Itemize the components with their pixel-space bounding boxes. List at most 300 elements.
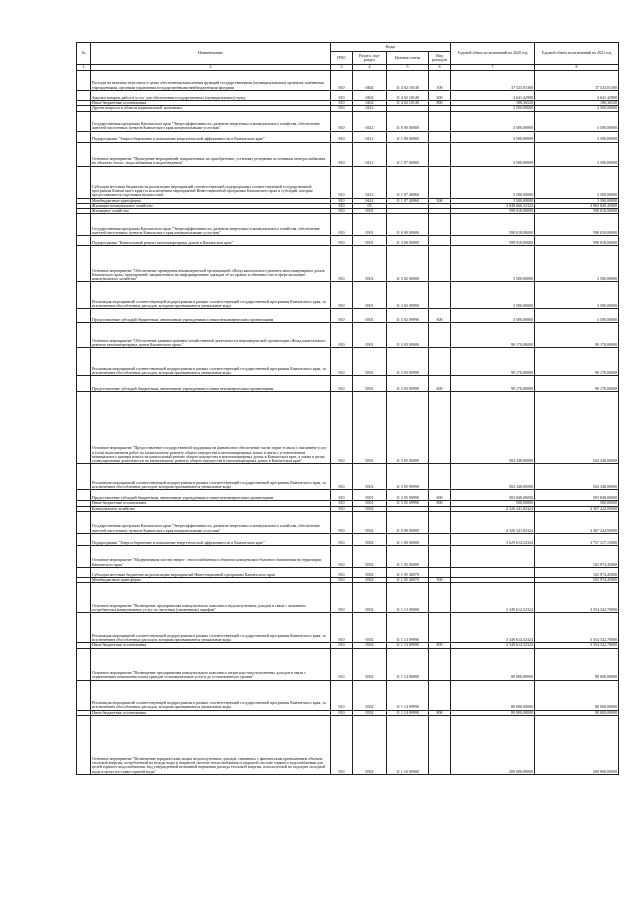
grbs-cell: 810 <box>331 643 353 648</box>
row-name-cell: Субсидии местным бюджетам на реализацию мероприятий соответствующей подпрограммы соответствующей государственной программы Камчатского края (за исключением мероприятий Инвестиционной программы Камчатского края и субсидий, которые предоставляются отдельным ведомостям) <box>91 166 331 198</box>
table-row <box>77 71 619 91</box>
amount-2020-cell: 37 523,01300 <box>451 71 535 91</box>
amount-2021-cell: 503 848,00000 <box>535 490 619 501</box>
row-name-cell: Основное мероприятие "Возмещение юридическим лицам недополученных доходов, связанных с фактическим превышением объемов тепловой энергии, потребленной на нужды воды в открытой системе теплоснабжения и закрытой системе горячего водоснабжения для целей горячего водоснабжения, над утвержденной величиной норматива расхода тепловой энергии, используемой на подогрев холодной воды в целях поставки горячей воды" <box>91 715 331 774</box>
grbs-cell: 810 <box>331 131 353 142</box>
table-row <box>77 236 619 246</box>
row-name-cell: Коммунальное хозяйство <box>91 506 331 511</box>
target-article-cell: 11 4 02 10140 <box>387 71 429 91</box>
column-number: 1 <box>77 65 91 71</box>
grbs-cell: 810 <box>331 71 353 91</box>
header-year-2021: Годовой объем ассигнований на 2021 год <box>535 43 619 65</box>
expense-type-cell <box>429 131 451 142</box>
target-article-cell: 11 4 02 10140 <box>387 91 429 101</box>
amount-2020-cell: 598 018,00000 <box>451 236 535 246</box>
section-cell: 0502 <box>353 506 387 511</box>
target-article-cell: 11 0 00 00000 <box>387 111 429 131</box>
amount-2020-cell: 3 500,00000 <box>451 111 535 131</box>
section-cell: 0502 <box>353 710 387 715</box>
table-row <box>77 648 619 680</box>
target-article-cell: 11 1 13 00000 <box>387 583 429 613</box>
row-name-cell: Государственная программа Камчатского края "Энергоэффективность, развитие энергетики и коммунального хозяйства, обеспечение жителей населенных пунктов Камчатского края коммунальными услугами" <box>91 512 331 534</box>
amount-2021-cell: 102 974,45000 <box>535 546 619 568</box>
target-article-cell: 11 1 05 00000 <box>387 546 429 568</box>
budget-table-container <box>76 42 618 775</box>
grbs-cell: 810 <box>331 568 353 578</box>
table-row <box>77 534 619 546</box>
expense-type-cell <box>429 348 451 376</box>
section-cell: 0501 <box>353 323 387 348</box>
row-name-cell: Подпрограмма "Энергосбережение и повышение энергетической эффективности в Камчатском крае" <box>91 131 331 142</box>
grbs-cell: 810 <box>331 613 353 643</box>
row-number-cell <box>77 534 91 546</box>
column-number: 7 <box>451 65 535 71</box>
target-article-cell: 11 4 02 10140 <box>387 101 429 106</box>
target-article-cell: 11 0 00 00000 <box>387 214 429 236</box>
target-article-cell: 11 1 14 00000 <box>387 648 429 680</box>
amount-2021-cell: 4 367 224,95000 <box>535 512 619 534</box>
amount-2020-cell: 3 500,00000 <box>451 106 535 111</box>
amount-2020-cell: 3 349 614,52324 <box>451 613 535 643</box>
expense-type-cell <box>429 214 451 236</box>
table-row <box>77 376 619 392</box>
target-article-cell: 11 1 07 00000 <box>387 142 429 166</box>
row-name-cell: Предоставление субсидий бюджетным, автономным учреждениям и иным некоммерческим организациям <box>91 376 331 392</box>
section-cell: 0501 <box>353 392 387 464</box>
row-name-cell: Основное мероприятие "Модернизация систем энерго-, теплоснабжения и объектов коммунально-бытового назначения на территории Камчатского края" <box>91 546 331 568</box>
section-cell: 0412 <box>353 166 387 198</box>
grbs-cell: 810 <box>331 546 353 568</box>
section-cell: 0501 <box>353 236 387 246</box>
target-article-cell: 11 3 03 09990 <box>387 348 429 376</box>
amount-2021-cell: 3 500,00000 <box>535 166 619 198</box>
grbs-cell: 810 <box>331 512 353 534</box>
expense-type-cell <box>429 142 451 166</box>
row-name-cell: Иные бюджетные ассигнования <box>91 643 331 648</box>
table-row <box>77 613 619 643</box>
table-row <box>77 715 619 774</box>
grbs-cell: 810 <box>331 710 353 715</box>
grbs-cell: 810 <box>331 323 353 348</box>
column-number: 6 <box>429 65 451 71</box>
row-number-cell <box>77 512 91 534</box>
grbs-cell: 810 <box>331 583 353 613</box>
amount-2020-cell: 90 170,00000 <box>451 376 535 392</box>
expense-type-cell <box>429 715 451 774</box>
row-name-cell: Реализация мероприятий соответствующей подпрограммы в рамках соответствующей государственной программы Камчатского края, за исключением обособленных расходов, которым присваиваются уникальные коды <box>91 348 331 376</box>
section-cell: 0502 <box>353 534 387 546</box>
column-number: 2 <box>91 65 331 71</box>
amount-2020-cell: 90 170,00000 <box>451 323 535 348</box>
amount-2020-cell <box>451 546 535 568</box>
grbs-cell: 810 <box>331 578 353 583</box>
expense-type-cell <box>429 464 451 490</box>
amount-2021-cell: 3 500,00000 <box>535 246 619 282</box>
target-article-cell: 11 3 00 00000 <box>387 236 429 246</box>
target-article-cell: 11 3 02 00000 <box>387 246 429 282</box>
expense-type-cell <box>429 166 451 198</box>
grbs-cell: 810 <box>331 111 353 131</box>
section-cell: 0502 <box>353 512 387 534</box>
row-name-cell: Межбюджетные трансферты <box>91 198 331 203</box>
target-article-cell: 11 3 05 09990 <box>387 464 429 490</box>
amount-2020-cell: 503 848,00000 <box>451 490 535 501</box>
expense-type-cell <box>429 111 451 131</box>
expense-type-cell <box>429 534 451 546</box>
amount-2020-cell: 504 348,00000 <box>451 392 535 464</box>
table-row <box>77 91 619 101</box>
table-row <box>77 142 619 166</box>
amount-2020-cell: 3 500,00000 <box>451 282 535 309</box>
row-number-cell <box>77 91 91 101</box>
row-name-cell: Реализация мероприятий соответствующей подпрограммы в рамках соответствующей государственной программы Камчатского края, за исключением обособленных расходов, которым присваиваются уникальные коды <box>91 464 331 490</box>
target-article-cell: 11 3 02 09990 <box>387 282 429 309</box>
grbs-cell: 810 <box>331 506 353 511</box>
expense-type-cell <box>429 392 451 464</box>
grbs-cell: 810 <box>331 214 353 236</box>
expense-type-cell: 200 <box>429 91 451 101</box>
row-name-cell: Жилищное хозяйство <box>91 209 331 214</box>
amount-2021-cell: 37 523,01300 <box>535 71 619 91</box>
section-cell: 0502 <box>353 648 387 680</box>
section-cell: 0502 <box>353 680 387 710</box>
row-name-cell: Подпрограмма "Капитальный ремонт многоквартирных домов в Камчатском крае" <box>91 236 331 246</box>
header-grbs: ГРБС <box>331 52 353 65</box>
table-row <box>77 546 619 568</box>
section-cell: 0412 <box>353 106 387 111</box>
target-article-cell: 11 3 02 09990 <box>387 309 429 323</box>
table-row <box>77 512 619 534</box>
section-cell: 0502 <box>353 568 387 578</box>
column-number: 4 <box>353 65 387 71</box>
header-section: Раздел, под-раздел <box>353 52 387 65</box>
amount-2020-cell: 3 500,00000 <box>451 131 535 142</box>
row-name-cell: Закупка товаров, работ и услуг для обеспечения государственных (муниципальных) нужд <box>91 91 331 101</box>
row-name-cell: Межбюджетные трансферты <box>91 578 331 583</box>
row-name-cell: Предоставление субсидий бюджетным, автономным учреждениям и иным некоммерческим организациям <box>91 309 331 323</box>
grbs-cell: 810 <box>331 715 353 774</box>
row-number-cell <box>77 71 91 91</box>
row-name-cell: Расходы на выплаты персоналу в целях обеспечения выполнения функций государственными (муниципальными) органами, казенными учреждениями, органами управления государственными внебюджетными фондами <box>91 71 331 91</box>
row-name-cell: Жилищно-коммунальное хозяйство <box>91 203 331 208</box>
amount-2021-cell: 3 500,00000 <box>535 111 619 131</box>
section-cell: 0402 <box>353 71 387 91</box>
row-number-cell <box>77 392 91 464</box>
section-cell: 0502 <box>353 715 387 774</box>
amount-2021-cell: 80 000,00000 <box>535 710 619 715</box>
table-row <box>77 166 619 198</box>
amount-2020-cell: 4 326 341,82324 <box>451 512 535 534</box>
grbs-cell: 810 <box>331 203 353 208</box>
amount-2020-cell: 3 500,00000 <box>451 166 535 198</box>
amount-2020-cell: 3 500,00000 <box>451 142 535 166</box>
section-cell: 0412 <box>353 198 387 203</box>
amount-2020-cell: 504 348,00000 <box>451 464 535 490</box>
budget-table <box>76 42 619 775</box>
row-name-cell: Реализация мероприятий соответствующей подпрограммы в рамках соответствующей государственной программы Камчатского края, за исключением обособленных расходов, которым присваиваются уникальные коды <box>91 282 331 309</box>
amount-2020-cell: 80 000,00000 <box>451 648 535 680</box>
grbs-cell: 810 <box>331 142 353 166</box>
section-cell: 0501 <box>353 464 387 490</box>
table-row <box>77 282 619 309</box>
row-name-cell: Предоставление субсидий бюджетным, автономным учреждениям и иным некоммерческим организациям <box>91 490 331 501</box>
grbs-cell: 810 <box>331 490 353 501</box>
header-name: Наименование <box>91 43 331 65</box>
target-article-cell: 11 1 07 40060 <box>387 198 429 203</box>
row-number-cell <box>77 583 91 613</box>
row-name-cell: Основное мероприятие "Возмещение предприятиям коммунального комплекса затрат или недополученных доходов в связи с ограничением повышения платы граждан за коммунальные услуги до установленного уровня" <box>91 648 331 680</box>
amount-2021-cell: 3 354 342,70000 <box>535 643 619 648</box>
column-number: 8 <box>535 65 619 71</box>
amount-2021-cell: 598 018,00000 <box>535 214 619 236</box>
grbs-cell: 810 <box>331 392 353 464</box>
row-number-cell <box>77 648 91 680</box>
section-cell: 0501 <box>353 490 387 501</box>
expense-type-cell: 500 <box>429 198 451 203</box>
section-cell: 0501 <box>353 209 387 214</box>
target-article-cell: 11 1 16 00000 <box>387 715 429 774</box>
grbs-cell: 810 <box>331 534 353 546</box>
row-number-cell <box>77 348 91 376</box>
amount-2021-cell: 80 000,00000 <box>535 648 619 680</box>
expense-type-cell: 800 <box>429 643 451 648</box>
amount-2021-cell: 4 641,42900 <box>535 91 619 101</box>
target-article-cell: 11 3 05 09990 <box>387 490 429 501</box>
table-row <box>77 583 619 613</box>
header-expense-type: Вид расходов <box>429 52 451 65</box>
table-row <box>77 348 619 376</box>
amount-2020-cell: 80 000,00000 <box>451 710 535 715</box>
section-cell: 0402 <box>353 91 387 101</box>
amount-2020-cell: 80 000,00000 <box>451 680 535 710</box>
amount-2020-cell: 3 500,00000 <box>451 246 535 282</box>
target-article-cell: 11 1 00 00000 <box>387 534 429 546</box>
amount-2021-cell: 3 500,00000 <box>535 131 619 142</box>
expense-type-cell <box>429 568 451 578</box>
table-row <box>77 309 619 323</box>
grbs-cell: 810 <box>331 198 353 203</box>
row-name-cell: Реализация мероприятий соответствующей подпрограммы в рамках соответствующей государственной программы Камчатского края, за исключением обособленных расходов, которым присваиваются уникальные коды <box>91 680 331 710</box>
row-name-cell: Иные бюджетные ассигнования <box>91 501 331 506</box>
row-number-cell <box>77 214 91 236</box>
amount-2020-cell: 598 018,00000 <box>451 209 535 214</box>
target-article-cell: 11 1 07 40060 <box>387 166 429 198</box>
row-number-cell <box>77 376 91 392</box>
row-number-cell <box>77 236 91 246</box>
section-cell: 0501 <box>353 214 387 236</box>
amount-2020-cell: 3 349 614,52324 <box>451 643 535 648</box>
section-cell: 0501 <box>353 348 387 376</box>
table-row <box>77 111 619 131</box>
section-cell: 0412 <box>353 131 387 142</box>
row-number-cell <box>77 546 91 568</box>
target-article-cell: 11 3 05 00000 <box>387 392 429 464</box>
amount-2021-cell: 3 500,00000 <box>535 309 619 323</box>
amount-2021-cell: 90 170,00000 <box>535 376 619 392</box>
row-number-cell <box>77 131 91 142</box>
header-number: № <box>77 43 91 65</box>
expense-type-cell <box>429 613 451 643</box>
table-row <box>77 464 619 490</box>
expense-type-cell: 600 <box>429 309 451 323</box>
grbs-cell: 810 <box>331 348 353 376</box>
expense-type-cell: 500 <box>429 578 451 583</box>
row-number-cell <box>77 309 91 323</box>
grbs-cell: 810 <box>331 282 353 309</box>
amount-2020-cell: 3 629 614,52324 <box>451 534 535 546</box>
row-name-cell: Иные бюджетные ассигнования <box>91 710 331 715</box>
row-number-cell <box>77 464 91 490</box>
expense-type-cell: 600 <box>429 376 451 392</box>
expense-type-cell: 800 <box>429 101 451 106</box>
row-name-cell: Подпрограмма "Энергосбережение и повышение энергетической эффективности в Камчатском крае" <box>91 534 331 546</box>
target-article-cell: 11 1 13 09990 <box>387 613 429 643</box>
row-number-cell <box>77 490 91 501</box>
column-number: 3 <box>331 65 353 71</box>
section-cell: 0501 <box>353 376 387 392</box>
amount-2020-cell: 598 018,00000 <box>451 214 535 236</box>
section-cell: 0502 <box>353 578 387 583</box>
table-row <box>77 568 619 578</box>
amount-2021-cell: 80 000,00000 <box>535 680 619 710</box>
amount-2021-cell: 504 348,00000 <box>535 392 619 464</box>
section-cell: 0501 <box>353 309 387 323</box>
target-article-cell: 11 1 13 09990 <box>387 643 429 648</box>
header-codes: Коды <box>331 43 451 52</box>
amount-2020-cell: 3 349 614,52324 <box>451 583 535 613</box>
grbs-cell: 810 <box>331 209 353 214</box>
grbs-cell: 810 <box>331 648 353 680</box>
table-row <box>77 392 619 464</box>
grbs-cell: 810 <box>331 680 353 710</box>
row-name-cell: Государственная программа Камчатского края "Энергоэффективность, развитие энергетики и коммунального хозяйства, обеспечение жителей населенных пунктов Камчатского края коммунальными услугами" <box>91 111 331 131</box>
expense-type-cell <box>429 583 451 613</box>
amount-2021-cell: 102 974,45000 <box>535 568 619 578</box>
grbs-cell: 810 <box>331 376 353 392</box>
expense-type-cell <box>429 512 451 534</box>
grbs-cell: 810 <box>331 106 353 111</box>
row-number-cell <box>77 246 91 282</box>
amount-2020-cell: 3 500,00000 <box>451 309 535 323</box>
amount-2020-cell <box>451 568 535 578</box>
amount-2020-cell: 500,00000 <box>451 501 535 506</box>
target-article-cell: 11 1 14 09990 <box>387 680 429 710</box>
amount-2021-cell: 3 500,00000 <box>535 282 619 309</box>
amount-2021-cell: 504 348,00000 <box>535 464 619 490</box>
row-name-cell: Основное мероприятие "Проведение мероприятий, направленных на приобретение, установку резервных источников электроснабжения на объектах тепло-, водоснабжения и водоотведения" <box>91 142 331 166</box>
expense-type-cell: 100 <box>429 71 451 91</box>
amount-2021-cell: 3 737 317,15000 <box>535 534 619 546</box>
row-number-cell <box>77 166 91 198</box>
target-article-cell: 11 3 03 09990 <box>387 376 429 392</box>
amount-2021-cell: 3 500,00000 <box>535 142 619 166</box>
table-row <box>77 246 619 282</box>
expense-type-cell <box>429 246 451 282</box>
table-row <box>77 131 619 142</box>
section-cell: 0502 <box>353 613 387 643</box>
amount-2021-cell: 598 018,00000 <box>535 236 619 246</box>
row-name-cell: Другие вопросы в области национальной экономики <box>91 106 331 111</box>
grbs-cell: 810 <box>331 464 353 490</box>
row-number-cell <box>77 142 91 166</box>
grbs-cell: 810 <box>331 166 353 198</box>
amount-2021-cell: 4 367 224,95000 <box>535 506 619 511</box>
section-cell: 0501 <box>353 501 387 506</box>
row-name-cell: Субсидии местным бюджетам на реализацию мероприятий Инвестиционной программы Камчатского края <box>91 568 331 578</box>
section-cell: 0501 <box>353 246 387 282</box>
expense-type-cell <box>429 323 451 348</box>
table-row <box>77 323 619 348</box>
amount-2020-cell: 188,36520 <box>451 101 535 106</box>
expense-type-cell: 800 <box>429 710 451 715</box>
grbs-cell: 810 <box>331 101 353 106</box>
row-number-cell <box>77 323 91 348</box>
header-target: Целевая статья <box>387 52 429 65</box>
amount-2021-cell: 3 354 342,70000 <box>535 613 619 643</box>
amount-2021-cell: 90 170,00000 <box>535 348 619 376</box>
column-number: 5 <box>387 65 429 71</box>
section-cell: 0502 <box>353 643 387 648</box>
target-article-cell: 11 0 00 00000 <box>387 512 429 534</box>
expense-type-cell <box>429 282 451 309</box>
amount-2021-cell: 3 500,00000 <box>535 106 619 111</box>
amount-2021-cell: 102 974,45000 <box>535 578 619 583</box>
amount-2021-cell: 598 018,00000 <box>535 209 619 214</box>
amount-2021-cell: 200 000,00000 <box>535 715 619 774</box>
row-name-cell: Основное мероприятие "Предоставление государственной поддержки на финансовое обеспечение части затрат в связи с оказанием услуг и (или) выполнением работ по капитальному ремонту общего имущества в многоквартирных домах в связи с установлением минимального размера взноса на капитальный ремонт общего имущества в многоквартирных домах в Камчатском крае, а также в целях стимулирования деятельности по капитальному ремонту общего имущества в многоквартирных домах в Камчатском крае" <box>91 392 331 464</box>
grbs-cell: 810 <box>331 501 353 506</box>
amount-2021-cell: 500,00000 <box>535 501 619 506</box>
amount-2020-cell: 4 948 666,52324 <box>451 203 535 208</box>
row-number-cell <box>77 680 91 710</box>
expense-type-cell: 600 <box>429 490 451 501</box>
section-cell: 0501 <box>353 282 387 309</box>
grbs-cell: 810 <box>331 236 353 246</box>
row-name-cell: Иные бюджетные ассигнования <box>91 101 331 106</box>
section-cell: 0502 <box>353 583 387 613</box>
row-name-cell: Основное мероприятие "Обеспечение административно-хозяйственной деятельности некоммерческой организации «Фонд капитального ремонта многоквартирных домов Камчатского края»" <box>91 323 331 348</box>
grbs-cell: 810 <box>331 91 353 101</box>
amount-2020-cell: 90 170,00000 <box>451 348 535 376</box>
table-row <box>77 214 619 236</box>
expense-type-cell <box>429 236 451 246</box>
section-cell: 0412 <box>353 142 387 166</box>
amount-2021-cell: 90 170,00000 <box>535 323 619 348</box>
amount-2021-cell: 188,36520 <box>535 101 619 106</box>
amount-2020-cell: 4 641,42900 <box>451 91 535 101</box>
expense-type-cell: 800 <box>429 501 451 506</box>
expense-type-cell <box>429 546 451 568</box>
row-name-cell: Основное мероприятие "Возмещение предприятиям коммунального комплекса недополученных доходов в связи с оказанием потребителям коммунальных услуг по льготным (сниженным) тарифам" <box>91 583 331 613</box>
grbs-cell: 810 <box>331 246 353 282</box>
row-number-cell <box>77 568 91 578</box>
amount-2021-cell: 3 500,00000 <box>535 198 619 203</box>
row-name-cell: Реализация мероприятий соответствующей подпрограммы в рамках соответствующей государственной программы Камчатского края, за исключением обособленных расходов, которым присваиваются уникальные коды <box>91 613 331 643</box>
target-article-cell: 11 3 03 00000 <box>387 323 429 348</box>
target-article-cell: 11 1 00 00000 <box>387 131 429 142</box>
target-article-cell: 11 1 14 09990 <box>387 710 429 715</box>
row-name-cell: Основное мероприятие "Обеспечение проведения некоммерческой организацией «Фонд капитального ремонта многоквартирных домов Камчатского края» мероприятий, направленных на информирование граждан об их правах и обязанностях в сфере жилищно-коммунального хозяйства" <box>91 246 331 282</box>
target-article-cell: 11 1 05 40070 <box>387 578 429 583</box>
amount-2021-cell: 3 354 342,70000 <box>535 583 619 613</box>
header-year-2020: Годовой объем ассигнований на 2020 год <box>451 43 535 65</box>
row-number-cell <box>77 282 91 309</box>
target-article-cell: 11 3 05 09990 <box>387 501 429 506</box>
section-cell: 0402 <box>353 101 387 106</box>
row-name-cell: Государственная программа Камчатского края "Энергоэффективность, развитие энергетики и коммунального хозяйства, обеспечение жителей населенных пунктов Камчатского края коммунальными услугами" <box>91 214 331 236</box>
table-row <box>77 680 619 710</box>
target-article-cell: 11 1 05 40070 <box>387 568 429 578</box>
